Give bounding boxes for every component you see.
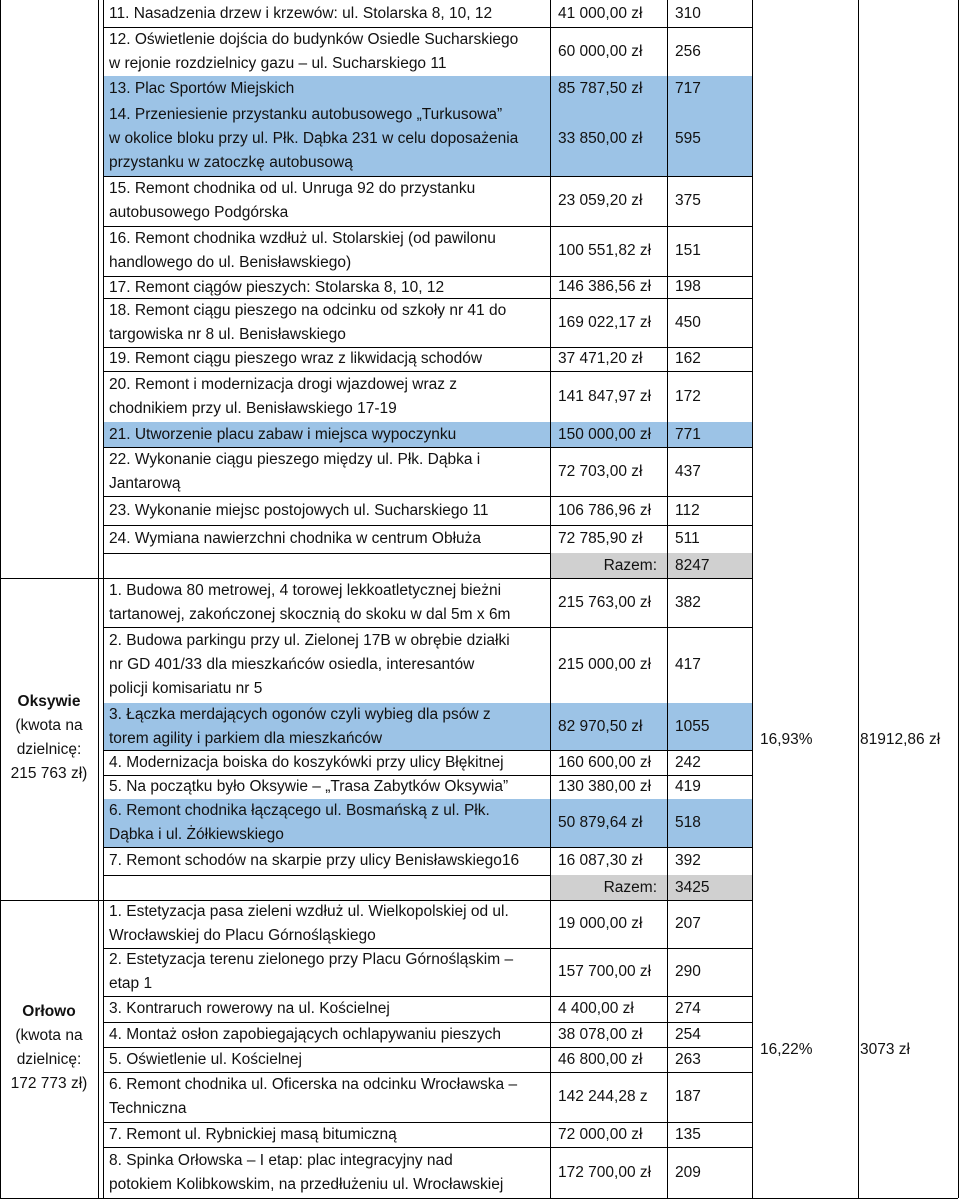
grid-line [958,0,959,1198]
project-description [103,799,550,847]
description-line: nr GD 401/33 dla mieszkańców osiedla, interesantów [109,656,475,673]
project-votes: 254 [675,1025,701,1043]
project-amount: 37 471,20 zł [558,350,643,367]
project-votes: 290 [675,963,701,980]
total-votes: 8247 [675,556,710,574]
project-votes: 1055 [675,717,710,735]
description-line: 24. Wymiana nawierzchni chodnika w centrum Obłuża [109,530,482,547]
project-votes: 375 [675,192,701,209]
project-votes: 209 [675,1163,701,1181]
project-votes: 450 [675,313,701,331]
project-amount: 38 078,00 zł [558,1025,643,1043]
project-description [103,703,550,751]
project-description [103,1048,550,1072]
project-description [103,103,550,175]
description-line: 6. Remont chodnika ul. Oficerska na odcinku Wrocławska – [109,1076,518,1093]
grid-line [858,0,859,1198]
description-line: autobusowego Podgórska [109,204,289,221]
grid-line [752,0,753,1198]
project-amount: 160 600,00 zł [558,753,652,771]
project-amount: 19 000,00 zł [558,915,643,932]
district-quota: dzielnicę: [16,741,82,758]
project-votes: 717 [675,79,701,97]
project-votes: 256 [675,42,701,60]
description-line: 1. Budowa 80 metrowej, 4 torowej lekkoatletycznej bieżni [109,581,502,599]
project-votes: 162 [675,350,701,367]
description-line: tartanowej, zakończonej skocznią do skoku w dal 5m x 6m [109,605,511,623]
grid-line [98,0,99,1198]
project-votes: 437 [675,462,701,480]
project-amount: 157 700,00 zł [558,963,652,980]
description-line: 21. Utworzenie placu zabaw i miejsca wypoczynku [109,425,457,443]
project-votes: 771 [675,425,701,443]
project-description [103,579,550,627]
project-votes: 151 [675,242,701,259]
project-amount: 72 000,00 zł [558,1125,643,1143]
project-amount: 16 087,30 zł [558,852,643,869]
description-line: etap 1 [109,975,153,992]
project-votes: 135 [675,1125,701,1143]
project-amount: 85 787,50 zł [558,79,643,97]
grid-line [550,0,551,1198]
project-votes: 242 [675,753,701,771]
project-votes: 595 [675,129,701,147]
project-description [103,28,550,76]
project-votes: 112 [675,501,700,519]
description-line: 17. Remont ciągów pieszych: Stolarska 8, 10, 12 [109,279,445,296]
project-votes: 172 [675,387,701,405]
grid-line [103,0,104,1198]
project-description [103,177,550,225]
project-amount: 100 551,82 zł [558,242,652,259]
description-line: 19. Remont ciągu pieszego wraz z likwidacją schodów [109,350,483,367]
project-description [103,227,550,275]
project-description [103,276,550,300]
project-description [103,751,550,775]
description-line: 4. Montaż osłon zapobiegających ochlapywaniu pieszych [109,1025,502,1043]
description-line: 4. Modernizacja boiska do koszykówki przy ulicy Błękitnej [109,753,504,771]
description-line: 8. Spinka Orłowska – I etap: plac integracyjny nad [109,1151,453,1169]
description-line: 3. Łączka merdających ogonów czyli wybieg dla psów z [109,706,491,723]
project-votes: 207 [675,915,701,932]
description-line: 22. Wykonanie ciągu pieszego między ul. Płk. Dąbka i [109,450,481,468]
description-line: w okolice bloku przy ul. Płk. Dąbka 231 w celu doposażenia [109,129,519,147]
description-line: Dąbka i ul. Żółkiewskiego [109,826,284,843]
grid-line [103,1198,752,1199]
project-description [103,1123,550,1147]
description-line: 20. Remont i modernizacja drogi wjazdowej wraz z [109,375,458,393]
project-description [103,775,550,799]
description-line: torem agility i parkiem dla mieszkańców [109,730,383,747]
project-amount: 72 703,00 zł [558,462,643,480]
total-label: Razem: [603,557,657,574]
project-description [103,373,550,421]
district-quota: (kwota na [15,717,83,734]
project-amount: 215 000,00 zł [558,656,652,673]
project-description [103,448,550,496]
description-line: 18. Remont ciągu pieszego na odcinku od szkoły nr 41 do [109,301,507,319]
project-votes: 511 [675,530,700,547]
district-quota: 215 763 zł) [10,765,88,782]
project-description [103,347,550,371]
oksywie-percent: 16,93% [760,731,813,748]
project-votes: 274 [675,1000,701,1017]
description-line: 23. Wykonanie miejsc postojowych ul. Sucharskiego 11 [109,501,489,519]
project-description [103,1149,550,1197]
grid-line [0,1198,103,1199]
description-line: potokiem Kolibkowskim, na przedłużeniu ul. Wrocławskiej [109,1175,504,1193]
description-line: 3. Kontraruch rowerowy na ul. Kościelnej [109,1000,390,1017]
project-description [103,849,550,873]
project-description [103,900,550,948]
district-oksywie [0,690,98,786]
project-amount: 46 800,00 zł [558,1050,643,1068]
description-line: Wrocławskiej do Placu Górnośląskiego [109,927,376,944]
project-votes: 198 [675,278,701,295]
project-votes: 310 [675,4,701,22]
description-line: 11. Nasadzenia drzew i krzewów: ul. Stolarska 8, 10, 12 [109,4,493,22]
project-amount: 172 700,00 zł [558,1163,652,1181]
description-line: 13. Plac Sportów Miejskich [109,79,295,97]
project-amount: 33 850,00 zł [558,129,643,147]
project-amount: 50 879,64 zł [558,814,643,831]
project-amount: 41 000,00 zł [558,4,643,22]
district-quota: (kwota na [15,1027,83,1044]
project-description [103,299,550,347]
total-label: Razem: [603,879,657,896]
description-line: przystanku w zatoczkę autobusową [109,153,353,171]
project-amount: 150 000,00 zł [558,425,652,443]
project-description [103,1073,550,1121]
description-line: 2. Budowa parkingu przy ul. Zielonej 17B w obrębie działki [109,632,510,649]
project-amount: 82 970,50 zł [558,717,643,735]
description-line: 6. Remont chodnika łączącego ul. Bosmańską z ul. Płk. [109,802,490,819]
description-line: 12. Oświetlenie dojścia do budynków Osiedle Sucharskiego [109,30,519,48]
project-votes: 419 [675,778,701,795]
district-quota: dzielnicę: [16,1051,82,1068]
project-votes: 392 [675,852,701,869]
description-line: Jantarową [109,474,181,492]
description-line: 15. Remont chodnika od ul. Unruga 92 do przystanku [109,180,476,197]
description-line: 7. Remont schodów na skarpie przy ulicy Benisławskiego16 [109,852,520,869]
description-line: 16. Remont chodnika wzdłuż ul. Stolarskiej (od pawilonu [109,230,496,247]
district-name: Oksywie [17,693,81,710]
description-line: 7. Remont ul. Rybnickiej masą bitumiczną [109,1125,397,1143]
project-amount: 141 847,97 zł [558,387,652,405]
description-line: 1. Estetyzacja pasa zieleni wzdłuż ul. Wielkopolskiej od ul. [109,903,509,920]
project-amount: 130 380,00 zł [558,778,652,795]
description-line: policji komisariatu nr 5 [109,680,263,697]
district-name: Orłowo [22,1003,76,1020]
project-description [103,1023,550,1047]
project-amount: 142 244,28 z [558,1088,648,1105]
project-amount: 60 000,00 zł [558,42,643,60]
grid-line [0,900,103,901]
project-amount: 72 785,90 zł [558,530,643,547]
description-line: 14. Przeniesienie przystanku autobusowego „Turkusowa” [109,105,503,123]
grid-line [752,1198,958,1199]
project-description [103,997,550,1021]
project-amount: 169 022,17 zł [558,313,652,331]
district-orlowo [0,1000,98,1096]
project-description [103,499,550,523]
project-amount: 4 400,00 zł [558,1000,634,1017]
project-votes: 518 [675,814,701,831]
project-votes: 263 [675,1050,701,1068]
oksywie-per-vote: 81912,86 zł [860,731,941,748]
project-description [103,2,550,26]
grid-line [667,0,668,1198]
project-amount: 215 763,00 zł [558,593,652,611]
project-description [103,629,550,701]
project-description [103,423,550,447]
orlowo-per-vote: 3073 zł [860,1041,910,1058]
grid-line [0,578,103,579]
project-description [103,527,550,551]
district-quota: 172 773 zł) [10,1075,88,1092]
description-line: 5. Oświetlenie ul. Kościelnej [109,1050,302,1068]
orlowo-percent: 16,22% [760,1041,813,1058]
description-line: w rejonie rozdzielnicy gazu – ul. Sucharskiego 11 [109,54,447,72]
project-description [103,948,550,996]
description-line: targowiska nr 8 ul. Benisławskiego [109,325,346,343]
description-line: chodnikiem przy ul. Benisławskiego 17-19 [109,399,397,417]
project-description [103,77,550,101]
project-votes: 382 [675,593,701,611]
project-amount: 23 059,20 zł [558,192,643,209]
description-line: handlowego do ul. Benisławskiego) [109,254,352,271]
project-amount: 146 386,56 zł [558,278,652,295]
project-votes: 417 [675,656,701,673]
project-amount: 106 786,96 zł [558,501,652,519]
description-line: Techniczna [109,1100,187,1117]
description-line: 5. Na początku było Oksywie – „Trasa Zabytków Oksywia” [109,778,509,795]
total-votes: 3425 [675,878,710,896]
description-line: 2. Estetyzacja terenu zielonego przy Placu Górnośląskim – [109,951,514,968]
project-votes: 187 [675,1088,701,1105]
